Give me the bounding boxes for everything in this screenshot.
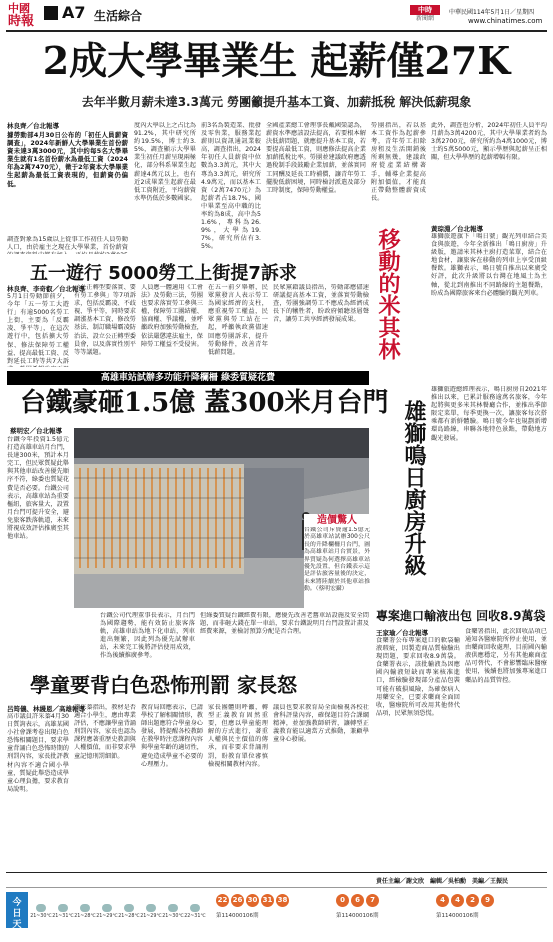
school-col5: 議員也要求教育局全面檢視各校社會科評量內容，確保題目符合課綱精神，並加強教師研習，讓轉型正義教育能以適當方式推動，兼顧學童身心發展。 bbox=[273, 704, 369, 744]
weather-temp: 21~31℃ bbox=[52, 913, 74, 919]
lead-headline: 2成大學畢業生 起薪僅27K bbox=[42, 38, 511, 83]
liquid-body: 食藥署公布專案進口的軟袋輸液瑕疵，因製造商品質檢驗出現問題，要求回收8.9萬袋。食藥署表示，該批輸液為因應國內輸液短缺而專案核准進口，經檢驗發現部分產品包裝可能有破損風險，為確保病人用藥安全，已要求藥商全面回收，醫療院所可改用其他替代品項，民眾無須恐慌。 bbox=[376, 637, 460, 717]
lottery-ball: 22 bbox=[216, 894, 229, 907]
lead-col6: 勞團指出，若以基本工資作為起薪參考，青年勞工扣除房租及生活開銷後所剩無幾，建議政府從產業結構著手，輔導企業提高附加價值，才能真正帶動整體薪資成長。 bbox=[371, 122, 426, 202]
page-number-box bbox=[44, 6, 58, 20]
rail-kicker-bar bbox=[7, 371, 369, 385]
lottery-3star bbox=[336, 894, 421, 928]
mayday-col3: 人員應一體適用《工會法》及勞動三法，勞團也要求落實勞工參與三權，保障勞工團結權、協商權、爭議權，並呼籲政府加強勞動檢查，依法嚴懲違法雇主，保障勞工權益不受侵害。 bbox=[141, 284, 203, 348]
weather-icon bbox=[190, 904, 200, 912]
rail-headline: 台鐵豪砸1.5億 蓋300米月台門 bbox=[20, 388, 389, 418]
mayday-col1: 5月1日勞動節前夕，今年「五一勞工大遊行」有逾5000名勞工上街，主要為「反霸凌、爭平等」，在這次遊行中，包括擴大勞保、修法保障勞工權益、提高最低工資、反對延長工時等共7大訴 bbox=[7, 293, 69, 365]
lottery-4star bbox=[436, 894, 546, 928]
rail-caption-box bbox=[304, 514, 370, 612]
lottery-539-issue: 第114000106期 bbox=[216, 913, 259, 919]
weather-temp: 22~31℃ bbox=[184, 913, 206, 919]
weather-day bbox=[30, 902, 52, 919]
weather-icon bbox=[102, 904, 112, 912]
footer-bar bbox=[6, 887, 547, 941]
weather-icon bbox=[36, 904, 46, 912]
section-name: 生活綜合 bbox=[94, 9, 143, 23]
mayday-headline: 五一遊行 5000勞工上街提7訴求 bbox=[30, 263, 297, 284]
rail-caption-title: 造價驚人 bbox=[317, 515, 357, 526]
weather-day bbox=[140, 902, 162, 919]
weather-temp: 21~30℃ bbox=[162, 913, 184, 919]
sidebar-kicker: 移動的米其林 bbox=[375, 228, 401, 360]
website: www.chinatimes.com bbox=[468, 17, 543, 25]
sidebar-headline: 雄獅鳴日廚房升級 bbox=[401, 400, 427, 576]
lottery-ball: 30 bbox=[246, 894, 259, 907]
page-credits: 責任主編／謝文欣 編輯／吳柏勳 美編／王振民 bbox=[376, 878, 509, 885]
rail-caption-text: 台鐵公司斥資逾1.5億元於高雄車站試辦300公尺長的升降欄柵月台門，圖為高雄車站月台實景，外界質疑為何選擇高雄車站優先設置，但台鐵表示這是評估旅客量後的決定，未來將陸續於其他車站推動。（蔡明宏攝） bbox=[304, 527, 370, 593]
credits-rule bbox=[6, 872, 547, 873]
school-col2: 許采蓁指出，教材是否適合小學生，應由專業評估，不應讓學童背誦刑罰內容，家長也認為課程應著重歷史教訓與人權價值，而非要求學童記憶刑罰細節。 bbox=[74, 704, 136, 760]
masthead bbox=[0, 0, 553, 34]
lead-subhead: 去年半數月薪未達3.3萬元 勞團籲提升基本工資、加薪抵稅 解決低薪現象 bbox=[81, 95, 472, 109]
weather-day bbox=[96, 902, 118, 919]
logo-line1: 中國 bbox=[8, 2, 30, 15]
school-byline: 呂筠儀、林縵恩／高雄報導 bbox=[7, 705, 85, 713]
page-number: A7 bbox=[62, 3, 86, 22]
school-col1: 高市議員許采蓁4月30日質詢表示，高雄某國小社會課考卷出現白色恐怖相關題目，要求學童背誦白色恐怖時期的刑罰內容，家長批評教材內容不適合國小學童，質疑此舉恐造成學童心理負擔，要求教育局說明。 bbox=[7, 713, 69, 793]
weather-strip bbox=[30, 892, 210, 928]
lottery-4star-issue: 第114000106期 bbox=[436, 913, 479, 919]
school-headline: 學童要背白色恐怖刑罰 家長怒 bbox=[30, 673, 297, 697]
lead-byline: 林良齊／台北報導 bbox=[7, 122, 59, 130]
lottery-ball: 6 bbox=[351, 894, 364, 907]
lead-col3: 度內大學以上之占比為91.2%，其中研究所約19.5%，博士約3.5%，調查顯示大學畢業生初任月薪呈現兩極化，部分科系畢業生起薪達4萬元以上，也有近2成畢業生起薪在最低工資附近，平均薪資水準仍低於多數國家。 bbox=[134, 122, 196, 202]
lottery-3star-issue: 第114000106期 bbox=[336, 913, 379, 919]
school-col3: 教育局回應表示，已請學校了解相關情形，教師出題應符合學童身心發展，將提醒各校教師在教學時注意課程內容與學童年齡的適切性，避免造成學童不必要的心理壓力。 bbox=[141, 704, 203, 768]
sidebar-body: 雄獅旅遊旗下「鳴日號」觀光列車結合美食與旅遊，今年全新推出「鳴日廚房」升級版，邀請米其林主廚打造菜單，結合在地食材，讓旅客在移動的列車上享受頂級餐飲。雄獅表示，鳴日號自推出以來廣受好評，此次升級將以台灣在地風土為主軸，從北到南推出不同路線的主題餐點，盼成為國際旅客來台必體驗的觀光列車。 bbox=[431, 233, 547, 297]
rail-kicker: 高雄車站試辦多功能升降欄柵 綠委質疑花費 bbox=[100, 373, 276, 383]
lottery-ball: 26 bbox=[231, 894, 244, 907]
weather-temp: 21~30℃ bbox=[30, 913, 52, 919]
weather-day bbox=[118, 902, 140, 919]
weather-day bbox=[162, 902, 184, 919]
lottery-3star-balls bbox=[336, 894, 421, 907]
brand-badge-sub: 新聞網 bbox=[415, 15, 434, 22]
brand-badge-label: 中時 bbox=[410, 5, 440, 15]
liquid-body2: 食藥署指出，此次回收品項已通知各醫療院所停止使用，並由藥商回收處理，目前國內輸液供應穩定，另有其他廠商產品可替代，不會影響臨床醫療使用，後續也將加強專案進口藥品的品質管控。 bbox=[465, 628, 547, 684]
rail-byline: 蔡明宏／台北報導 bbox=[10, 427, 62, 435]
mayday-col5: 民眾黨籍議員指出，勞動部應儘速研議提高基本工資，並落實勞動檢查，勞團強調勞工不應成為經濟成長下的犧牲者，盼政府傾聽基層聲音，讓勞工共享經濟發展成果。 bbox=[273, 284, 369, 324]
rail-body: 台鐵今年投資1.5億元打造高雄車站月台門，長達300米，預計本月完工，但民眾質疑此舉與其他車站改善優先順序不符，綠委也質疑花費是否必要。台鐵公司表示，高雄車站為重要樞紐，旅客量大，設置月台門可提升安全，避免旅客跌落軌道，未來將視成效評估推廣至其他車站。 bbox=[7, 436, 69, 541]
liquid-headline: 專案進口輸液出包 回收8.9萬袋 bbox=[376, 609, 546, 623]
weather-temp: 21~28℃ bbox=[74, 913, 96, 919]
weather-icon bbox=[58, 904, 68, 912]
lottery-539-balls bbox=[216, 894, 326, 907]
liquid-byline: 王家瑜／台北報導 bbox=[376, 629, 428, 637]
edition-date: 中華民國114年5月1日／星期四 bbox=[449, 9, 535, 16]
lottery-4star-balls bbox=[436, 894, 546, 907]
lottery-ball: 4 bbox=[451, 894, 464, 907]
lead-col4: 前3名為製造業、批發及零售業，服務業起薪則以資訊通訊業較高，調查指出，2024年初任人員薪資中位數為3.3萬元，其中大專為3.3萬元，研究所4.9萬元，而以基本工資（2萬7470元）為起薪者占18.7%，國中畢業至高中職的比率約為8成，高中為51.6%，專科為26.9%，大學為19.7%，研究所佔有3.5%。 bbox=[201, 122, 261, 251]
lottery-ball: 7 bbox=[366, 894, 379, 907]
rail-col2: 台鐵公司代理董事長表示，月台門為國際趨勢，能有效防止旅客落軌，高雄車站為地下化車站，列車進出頻繁，因此列為優先試辦車站，未來完工後將評估使用成效，作為後續推廣參考。 bbox=[100, 612, 195, 660]
weather-temp: 21~29℃ bbox=[96, 913, 118, 919]
weather-label-box bbox=[6, 892, 28, 941]
lead-col7: 此外，調查也分析，2024年初任人員平均月薪為3萬4200元，其中大學畢業者約為3萬2700元，研究所約為4萬1000元，博士約5萬5000元，顯示學歷與起薪呈正相關，但大學學歷的起薪增幅有限。 bbox=[431, 122, 547, 162]
weather-day bbox=[74, 902, 96, 919]
newspaper-logo bbox=[8, 3, 40, 31]
mayday-col2: 「公正轉型要落實、要有勞工參與」等7項訴求，包括反霸凌、不歧視、爭平等，同時要求調漲基本工資、修改勞基法、制訂職場霸凌防治法、設立公正轉型委員會，以及落實性別平等等議題。 bbox=[74, 284, 136, 356]
lottery-539 bbox=[216, 894, 326, 928]
lottery-ball: 4 bbox=[436, 894, 449, 907]
weather-icon bbox=[146, 904, 156, 912]
mayday-byline: 林良齊、李奇叡／台北報導 bbox=[7, 285, 85, 293]
weather-icon bbox=[124, 904, 134, 912]
lottery-ball: 0 bbox=[336, 894, 349, 907]
brand-badge bbox=[410, 5, 440, 27]
lead-intro-box bbox=[7, 122, 128, 232]
lottery-ball: 31 bbox=[261, 894, 274, 907]
mayday-col4: 在五一前夕舉辦，民眾黨發言人表示勞工為國家經濟的支柱，應重視勞工權益，民眾黨與勞工站在一起，呼籲執政黨儘速回應勞團訴求，提升勞動條件，改善青年低薪問題。 bbox=[208, 284, 268, 356]
lead-col5: 全國產業總工會理事長戴國榮認為，薪資水準應該設法提高，若要根本解決低薪問題，就應提升基本工資，若要提高最低工資，則應修法提高企業加薪抵稅比率。勞團並建議政府應透過稅制手段鼓勵企業加薪，並落實同工同酬及延長工時補償，讓青年勞工擺脫低薪困境，同時檢討派遣及部分工時制度，保障勞動權益。 bbox=[266, 122, 366, 194]
lead-intro-text: 據勞動部4月30日公布的「初任人員薪資調查」，2024年新鮮人大學畢業生首份薪資未達3萬3000元，其中約每5名大學畢業生就有1名首份薪水為最低工資（2024年為2萬7470元），徵于2年資本大學畢業生起薪為最低工資表現的，但薪資仍偏低。 bbox=[7, 131, 128, 188]
weather-label: 今日天氣 bbox=[12, 898, 22, 941]
lottery-ball: 38 bbox=[276, 894, 289, 907]
school-col4: 家長團體則呼籲，轉型正義教育固然重要，但應以學童能理解的方式進行，著重人權與民主價值的傳承，而非要求背誦刑罰，盼教育單位審慎檢視相關教材內容。 bbox=[208, 704, 268, 768]
masthead-rule bbox=[6, 30, 547, 32]
lottery-ball: 9 bbox=[481, 894, 494, 907]
weather-temp: 21~28℃ bbox=[118, 913, 140, 919]
weather-icon bbox=[80, 904, 90, 912]
weather-day bbox=[184, 902, 206, 919]
rail-col3: 但綠委質疑台鐵經費有限，應優先改善老舊車站設施及安全問題，而非砸大錢在單一車站，要求台鐵說明月台門設置計畫及經費來源，並檢討預算分配是否合理。 bbox=[200, 612, 369, 636]
weather-icon bbox=[168, 904, 178, 912]
sidebar-byline: 黃琮淵／台北報導 bbox=[431, 225, 483, 233]
sidebar-body2: 雄獅旅遊總經理表示，鳴日廚房自2021年推出以來，已累計服務逾萬名旅客，今年起將與更多米其林餐廳合作，並推出季節限定菜單，每季更換一次，讓旅客每次搭乘都有新鮮體驗。鳴日號今年也規劃新增環島路線，串聯各地特色景點，帶動地方觀光發展。 bbox=[431, 386, 547, 442]
weather-temp: 21~29℃ bbox=[140, 913, 162, 919]
lottery-ball: 2 bbox=[466, 894, 479, 907]
lead-col2: 調查對象為15歲以上從事工作初任人員勞動人口，由於雇主之現在大學畢業，首份薪資 bbox=[7, 236, 128, 252]
logo-line2: 時報 bbox=[8, 14, 35, 29]
weather-day bbox=[52, 902, 74, 919]
